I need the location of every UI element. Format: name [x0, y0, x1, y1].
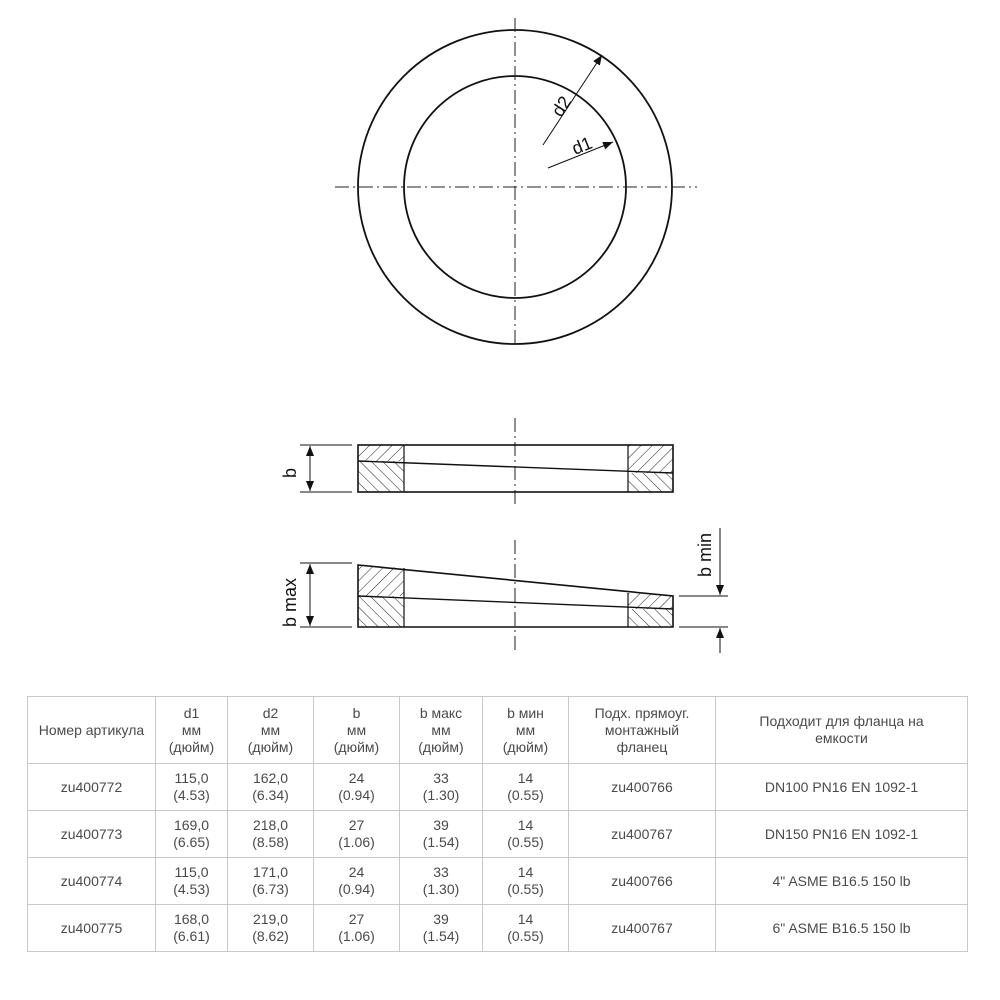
b-cell: 24 (0.94): [314, 858, 400, 905]
hatch-left-bottom-t: [358, 596, 404, 627]
b-max-label: b max: [280, 577, 300, 627]
header-b: b мм (дюйм): [314, 697, 400, 764]
article-cell: zu400773: [28, 811, 156, 858]
b-cell: 27 (1.06): [314, 905, 400, 952]
section-view-parallel: [280, 418, 673, 505]
d1-cell: 115,0 (4.53): [156, 858, 228, 905]
mounting-flange-cell: zu400767: [569, 811, 716, 858]
hatch-right-top: [628, 445, 673, 473]
b-min-cell: 14 (0.55): [483, 811, 569, 858]
hatch-right-bottom-t: [628, 609, 673, 627]
article-cell: zu400774: [28, 858, 156, 905]
d2-cell: 162,0 (6.34): [228, 764, 314, 811]
d2-cell: 218,0 (8.58): [228, 811, 314, 858]
b-min-cell: 14 (0.55): [483, 905, 569, 952]
b-min-cell: 14 (0.55): [483, 858, 569, 905]
hatch-left-bottom: [358, 461, 404, 492]
table-row: [28, 764, 968, 811]
header-b-min: b мин мм (дюйм): [483, 697, 569, 764]
tank-flange-cell: 4" ASME B16.5 150 lb: [716, 858, 968, 905]
header-article: Номер артикула: [28, 697, 156, 764]
b-max-cell: 39 (1.54): [400, 905, 483, 952]
header-tank-flange: Подходит для фланца на емкости: [716, 697, 968, 764]
b-max-cell: 33 (1.30): [400, 858, 483, 905]
tank-flange-cell: 6" ASME B16.5 150 lb: [716, 905, 968, 952]
b-min-cell: 14 (0.55): [483, 764, 569, 811]
header-d2: d2 мм (дюйм): [228, 697, 314, 764]
b-cell: 27 (1.06): [314, 811, 400, 858]
header-mounting-flange: Подх. прямоуг. монтажный фланец: [569, 697, 716, 764]
d1-label: d1: [569, 132, 596, 159]
mounting-flange-cell: zu400766: [569, 858, 716, 905]
hatch-right-bottom: [628, 473, 673, 492]
b-max-cell: 39 (1.54): [400, 811, 483, 858]
d1-cell: 169,0 (6.65): [156, 811, 228, 858]
d1-cell: 168,0 (6.61): [156, 905, 228, 952]
specification-table: [27, 696, 968, 952]
d1-cell: 115,0 (4.53): [156, 764, 228, 811]
tank-flange-cell: DN100 PN16 EN 1092-1: [716, 764, 968, 811]
ring-top-view: [335, 18, 697, 345]
section-view-tapered: [280, 528, 728, 653]
table-row: [28, 811, 968, 858]
article-cell: zu400772: [28, 764, 156, 811]
b-max-cell: 33 (1.30): [400, 764, 483, 811]
b-min-label: b min: [695, 532, 715, 577]
header-d1: d1 мм (дюйм): [156, 697, 228, 764]
b-cell: 24 (0.94): [314, 764, 400, 811]
d2-label: d2: [547, 92, 576, 121]
d2-dimension-line: [543, 55, 602, 145]
hatch-left-top: [358, 445, 404, 461]
b-label: b: [280, 467, 300, 478]
tank-flange-cell: DN150 PN16 EN 1092-1: [716, 811, 968, 858]
mounting-flange-cell: zu400766: [569, 764, 716, 811]
header-b-max: b макс мм (дюйм): [400, 697, 483, 764]
d2-cell: 219,0 (8.62): [228, 905, 314, 952]
d2-cell: 171,0 (6.73): [228, 858, 314, 905]
article-cell: zu400775: [28, 905, 156, 952]
table-header-row: [28, 697, 968, 764]
mounting-flange-cell: zu400767: [569, 905, 716, 952]
table-row: [28, 858, 968, 905]
table-row: [28, 905, 968, 952]
